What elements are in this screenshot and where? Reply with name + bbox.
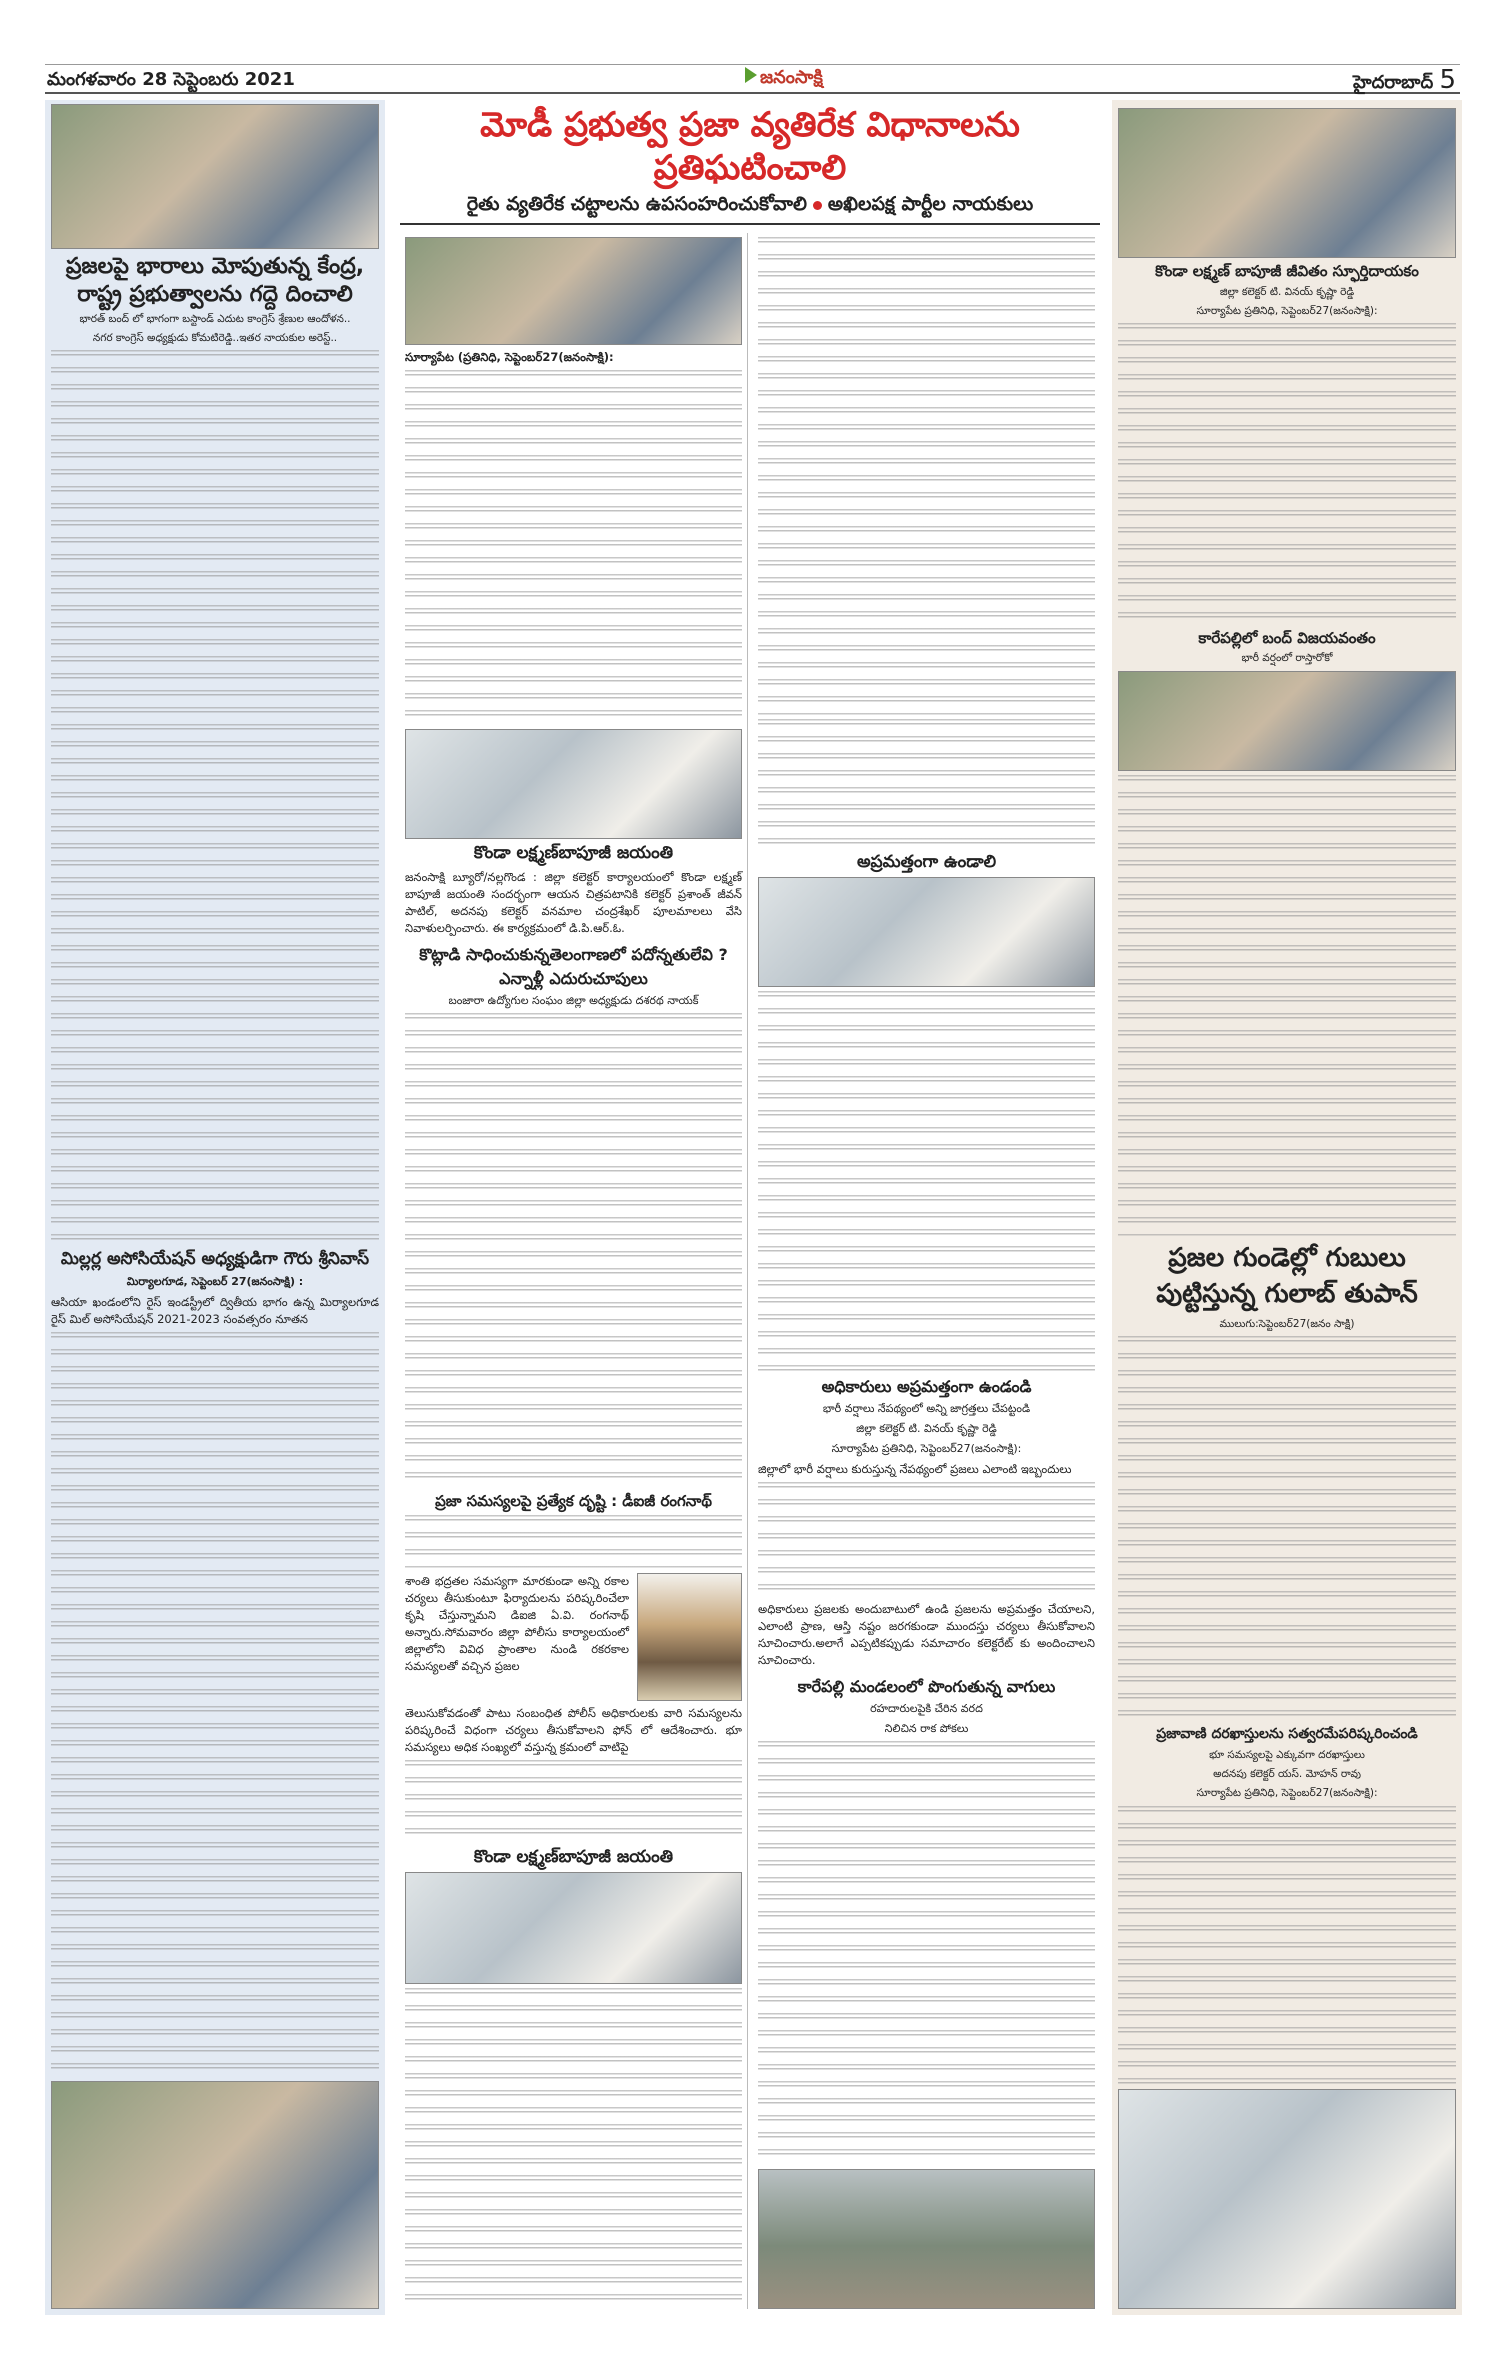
prior-article-end bbox=[758, 719, 1095, 848]
promotion-headline: కొట్లాడి సాధించుకున్నతెలంగాణలో పదోన్నతులేవి ? bbox=[419, 944, 728, 964]
konda1-headline: కొండా లక్ష్మణ్‌బాపూజీ జయంతి bbox=[473, 843, 674, 864]
vagulu-subhead-1: రహదారులపైకి చేరిన వరద bbox=[870, 1701, 983, 1715]
konda2-headline: కొండా లక్ష్మణ్‌బాపూజీ జయంతి bbox=[473, 1847, 674, 1868]
prajavani-body bbox=[1118, 1806, 1456, 2085]
main-subline-a: రైతు వ్యతిరేక చట్టాలను ఉపసంహరించుకోవాలి bbox=[466, 193, 807, 215]
officials-headline: అధికారులు అప్రమత్తంగా ఉండండి bbox=[821, 1376, 1032, 1396]
miller-body: ఆసియా ఖండంలోని రైస్ ఇండస్ట్రీలో ద్వితీయ భాగం ఉన్న మిర్యాలగూడ రైస్ మిల్ అసోసియేషన్ 2021-2023 సంవత్సరం నూతన bbox=[51, 1295, 379, 1327]
right-konda-sub: జిల్లా కలెక్టర్ టి. వినయ్ కృష్ణా రెడ్డి bbox=[1219, 285, 1355, 298]
gulab-headline: ప్రజల గుండెల్లో గుబులు పుట్టిస్తున్న గులాబ్ తుపాన్ bbox=[1156, 1243, 1418, 1310]
officials-subhead-1: భారీ వర్షాలు నేపథ్యంలో అన్ని జాగ్రత్తలు చేపట్టండి bbox=[822, 1401, 1031, 1415]
prajavani-sub-1: భూ సమస్యలపై ఎక్కువగా దరఖాస్తులు bbox=[1209, 1748, 1365, 1761]
protest-photo bbox=[51, 104, 379, 249]
edition-city: హైదరాబాద్ bbox=[1353, 72, 1434, 93]
miller-body-more bbox=[51, 1332, 379, 2077]
dig-intro bbox=[405, 1515, 742, 1569]
page-info bbox=[1353, 65, 1456, 97]
miller-headline: మిల్లర్ల అసోసియేషన్ అధ్యక్షుడిగా గౌరు శ్రీనివాస్ bbox=[60, 1249, 370, 1270]
page-number: 5 bbox=[1439, 65, 1456, 95]
dig-story-row bbox=[405, 1573, 742, 1701]
dig-portrait-photo bbox=[637, 1573, 742, 1701]
left-subhead-1: భారత్ బంద్ లో భాగంగా బస్టాండ్ ఎదుట కాంగ్రెస్ శ్రేణుల ఆందోళన.. bbox=[79, 313, 351, 325]
bandh-subhead: భారీ వర్షంలో రాస్తారోకో bbox=[1241, 652, 1333, 665]
bandh-body bbox=[1118, 775, 1456, 1236]
apramatta-headline: అప్రమత్తంగా ఉండాలి bbox=[856, 851, 997, 872]
dig-headline: ప్రజా సమస్యలపై ప్రత్యేక దృష్టి : డీఐజీ రంగనాథ్ bbox=[435, 1492, 712, 1511]
prajavani-dateline: సూర్యాపేట ప్రతినిధి, సెప్టెంబర్27(జనంసాక్షి): bbox=[1196, 1787, 1378, 1800]
miller-association-photo bbox=[51, 2081, 379, 2309]
left-subhead-2: నగర కాంగ్రెస్ అధ్యక్షుడు కోమటిరెడ్డి..ఇతర నాయకుల అరెస్ట్.. bbox=[92, 332, 338, 345]
main-subheadline bbox=[400, 193, 1100, 225]
bullet-dot-icon bbox=[813, 201, 822, 210]
prajavani-headline: ప్రజావాణి దరఖాస్తులను సత్వరమేపరిష్కరించండి bbox=[1156, 1726, 1418, 1743]
right-konda-dateline: సూర్యాపేట ప్రతినిధి, సెప్టెంబర్27(జనంసాక్షి): bbox=[1196, 304, 1378, 317]
konda-tribute-photo bbox=[405, 729, 742, 839]
konda-jayanthi-photo bbox=[1118, 108, 1456, 258]
vagulu-headline: కారేపల్లి మండలంలో పొంగుతున్న వాగులు bbox=[797, 1676, 1056, 1696]
newspaper-logo bbox=[745, 67, 823, 92]
gulab-dateline: ములుగు:సెప్టెంబర్27(జనం సాక్షి) bbox=[1219, 1317, 1355, 1330]
konda2-photo bbox=[405, 1872, 742, 1984]
prajavani-sub-2: అదనపు కలెక్టర్ యస్. మోహన్ రావు bbox=[1213, 1768, 1361, 1781]
flooded-stream-photo bbox=[758, 2169, 1095, 2309]
left-headline: ప్రజలపై భారాలు మోపుతున్న కేంద్ర, రాష్ట్ర ప్రభుత్వాలను గద్దె దించాలి bbox=[65, 254, 365, 307]
prajavani-photo bbox=[1118, 2089, 1456, 2309]
main-subline-b: అఖిలపక్ష పార్టీల నాయకులు bbox=[827, 193, 1034, 215]
dig-body-2: తెలుసుకోవడంతో పాటు సంబంధిత పోలీస్ అధికారులకు వారి సమస్యలను పరిష్కరించే విధంగా చర్యలు తీసుకోవాలని ఫోన్ లో ఆదేశించారు. భూ సమస్యలు అధిక సంఖ్యలో వస్తున్న క్రమంలో వాటిపై bbox=[405, 1705, 742, 1754]
right-konda-body bbox=[1118, 323, 1456, 624]
right-column bbox=[1112, 100, 1462, 2315]
middle-columns bbox=[400, 233, 1100, 2309]
middle-left-column bbox=[400, 233, 747, 2309]
main-headline: మోడీ ప్రభుత్వ ప్రజా వ్యతిరేక విధానాలను ప్రతిఘటించాలి bbox=[480, 105, 1020, 188]
officials-body: జిల్లాలో భారీ వర్షాలు కురుస్తున్న నేపథ్యంలో ప్రజలు ఎలాంటి ఇబ్బందులు bbox=[758, 1461, 1072, 1476]
officials-dateline: సూర్యాపేట ప్రతినిధి, సెప్టెంబర్27(జనంసాక్షి): bbox=[831, 1441, 1022, 1455]
right-konda-headline: కొండా లక్ష్మణ్ బాపూజీ జీవితం స్ఫూర్తిదాయకం bbox=[1155, 262, 1419, 280]
middle-section bbox=[400, 104, 1100, 2309]
dig-body: శాంతి భద్రతల సమస్యగా మారకుండా అన్ని రకాల చర్యలు తీసుకుంటూ ఫిర్యాదులను పరిష్కరించేలా కృషి చేస్తున్నామని డిఐజి ఏ.వి. రంగనాథ్ అన్నారు.సోమవారం జిల్లా పోలీసు కార్యాలయంలో జిల్లాలోని వివిధ ప్రాంతాల నుండి రకరకాల సమస్యలతో వచ్చిన ప్రజల bbox=[405, 1573, 629, 1673]
main-article-body bbox=[405, 370, 742, 726]
main-dateline: సూర్యాపేట (ప్రతినిధి, సెప్టెంబర్27(జనంసాక్షి): bbox=[405, 349, 614, 364]
masthead bbox=[45, 64, 1460, 94]
apramatta-body bbox=[758, 991, 1095, 1373]
issue-date: మంగళవారం 28 సెప్టెంబరు 2021 bbox=[47, 69, 295, 90]
officials-body-end: అధికారులు ప్రజలకు అందుబాటులో ఉండి ప్రజలను అప్రమత్తం చేయాలని, ఎలాంటి ప్రాణ, ఆస్తి నష్టం జరగకుండా ముందస్తు చర్యలు తీసుకోవాలని సూచించారు.అలాగే ఎప్పటికప్పుడు సమాచారం కలెక్టరేట్ కు అందించాలని సూచించారు. bbox=[758, 1601, 1095, 1667]
vagulu-subhead-2: నిలిచిన రాక పోకలు bbox=[884, 1721, 969, 1735]
logo-text: జనంసాక్షి bbox=[760, 67, 823, 88]
left-article-body bbox=[51, 350, 379, 1245]
konda1-body: జనంసాక్షి బ్యూరో/నల్లగొండ : జిల్లా కలెక్టర్ కార్యాలయంలో కొండా లక్ష్మణ్ బాపూజీ జయంతి సందర్భంగా ఆయన చిత్రపటానికి కలెక్టర్ ప్రశాంత్ జీవన్ పాటిల్, అదనపు కలెక్టర్ వనమాల చంద్రశేఖర్ పూలమాలలు వేసి నివాళులర్పించారు. ఈ కార్యక్రమంలో డి.పి.ఆర్.ఓ. bbox=[405, 869, 742, 935]
gulab-body bbox=[1118, 1336, 1456, 1722]
promotion-body bbox=[405, 1013, 742, 1489]
officials-subhead-2: జిల్లా కలెక్టర్ టి. వినయ్ కృష్ణా రెడ్డి bbox=[856, 1421, 997, 1435]
logo-leaf-icon bbox=[745, 67, 757, 83]
main-article-body-cont bbox=[758, 237, 1095, 715]
promotion-headline-2: ఎన్నాళ్లీ ఎదురుచూపులు bbox=[499, 968, 648, 988]
collector-meeting-photo bbox=[758, 877, 1095, 987]
bandh-headline: కారేపల్లిలో బంద్ విజయవంతం bbox=[1198, 628, 1376, 647]
all-party-protest-photo bbox=[405, 237, 742, 345]
promotion-subhead: బంజారా ఉద్యోగుల సంఘం జిల్లా అధ్యక్షుడు దశరథ నాయక్ bbox=[448, 993, 699, 1007]
miller-dateline: మిర్యాలగూడ, సెప్టెంబర్ 27(జనంసాక్షి) : bbox=[126, 1275, 304, 1289]
left-column bbox=[45, 100, 385, 2315]
officials-body-more bbox=[758, 1482, 1095, 1597]
konda2-body bbox=[405, 1988, 742, 2309]
bandh-rasta-roko-photo bbox=[1118, 671, 1456, 771]
middle-right-column bbox=[747, 233, 1100, 2309]
dig-body-more bbox=[405, 1760, 742, 1844]
vagulu-body bbox=[758, 1741, 1095, 2165]
